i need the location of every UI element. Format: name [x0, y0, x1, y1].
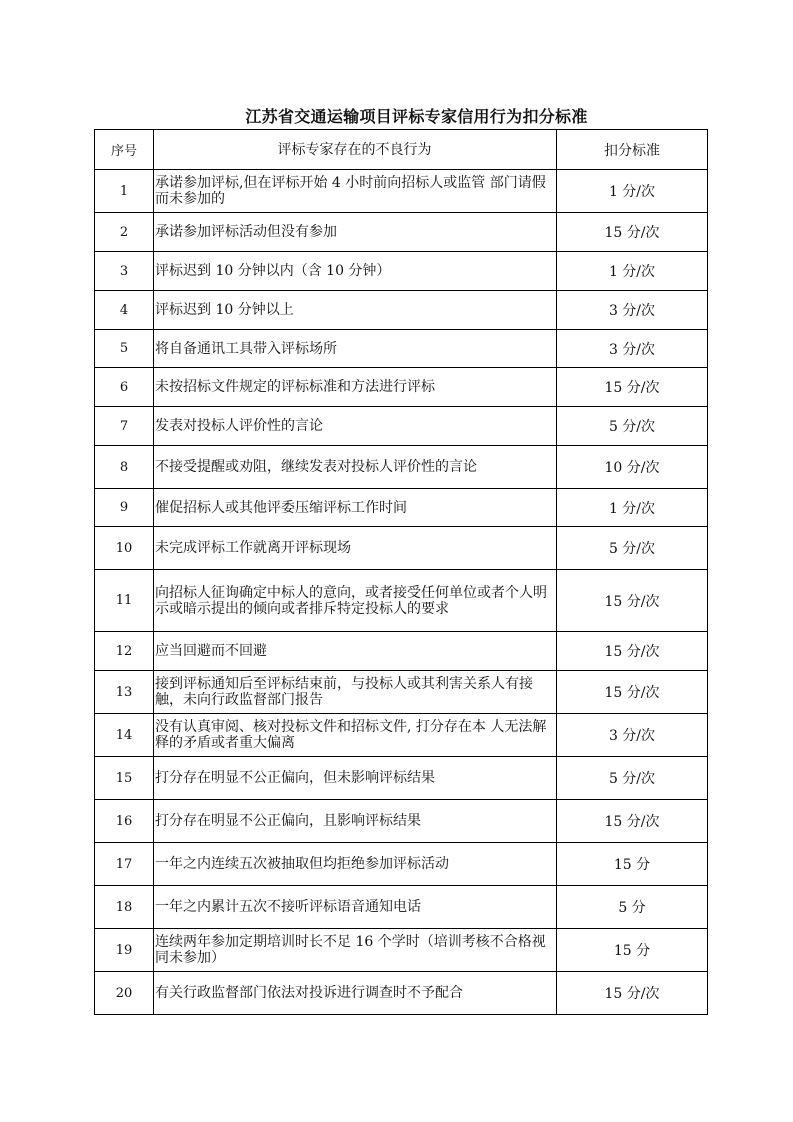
row-behavior: 连续两年参加定期培训时长不足 16 个学时（培训考核不合格视同未参加）: [154, 929, 557, 972]
row-behavior: 评标迟到 10 分钟以上: [154, 291, 557, 330]
row-number: 17: [95, 843, 154, 886]
row-number: 18: [95, 886, 154, 929]
row-number: 16: [95, 800, 154, 843]
row-penalty: 5 分: [557, 886, 708, 929]
row-penalty: 15 分/次: [557, 632, 708, 671]
table-row: [95, 632, 708, 671]
table-row: [95, 570, 708, 632]
row-number: 20: [95, 972, 154, 1015]
document-title: 江苏省交通运输项目评标专家信用行为扣分标准: [245, 107, 588, 126]
header-misconduct: 评标专家存在的不良行为: [154, 130, 557, 170]
row-behavior: 不接受提醒或劝阻，继续发表对投标人评价性的言论: [154, 446, 557, 489]
row-number: 1: [95, 170, 154, 213]
table-row: [95, 489, 708, 527]
row-penalty: 5 分/次: [557, 407, 708, 446]
row-behavior: 打分存在明显不公正偏向，且影响评标结果: [154, 800, 557, 843]
row-behavior: 有关行政监督部门依法对投诉进行调查时不予配合: [154, 972, 557, 1015]
row-penalty: 15 分/次: [557, 800, 708, 843]
table-row: [95, 213, 708, 252]
row-behavior: 承诺参加评标,但在评标开始 4 小时前向招标人或监管 部门请假而未参加的: [154, 170, 557, 213]
row-behavior: 一年之内累计五次不接听评标语音通知电话: [154, 886, 557, 929]
table-row: [95, 800, 708, 843]
row-number: 7: [95, 407, 154, 446]
row-number: 14: [95, 714, 154, 757]
table-row: [95, 972, 708, 1015]
row-behavior: 未完成评标工作就离开评标现场: [154, 527, 557, 570]
table-row: [95, 671, 708, 714]
row-behavior: 发表对投标人评价性的言论: [154, 407, 557, 446]
row-penalty: 15 分/次: [557, 972, 708, 1015]
row-number: 19: [95, 929, 154, 972]
row-number: 15: [95, 757, 154, 800]
row-number: 11: [95, 570, 154, 632]
row-penalty: 5 分/次: [557, 527, 708, 570]
row-penalty: 15 分: [557, 843, 708, 886]
table-row: [95, 407, 708, 446]
row-number: 13: [95, 671, 154, 714]
row-penalty: 5 分/次: [557, 757, 708, 800]
table-row: [95, 843, 708, 886]
table-row: [95, 527, 708, 570]
row-penalty: 15 分/次: [557, 368, 708, 407]
row-penalty: 15 分/次: [557, 213, 708, 252]
row-behavior: 向招标人征询确定中标人的意向，或者接受任何单位或者个人明示或暗示提出的倾向或者排斥特定投标人的要求: [154, 570, 557, 632]
row-behavior: 没有认真审阅、核对投标文件和招标文件, 打分存在本 人无法解释的矛盾或者重大偏离: [154, 714, 557, 757]
table-row: [95, 929, 708, 972]
row-number: 8: [95, 446, 154, 489]
row-penalty: 1 分/次: [557, 252, 708, 291]
row-behavior: 应当回避而不回避: [154, 632, 557, 671]
table-row: [95, 714, 708, 757]
table-header-row: [95, 130, 708, 170]
row-behavior: 未按招标文件规定的评标标准和方法进行评标: [154, 368, 557, 407]
row-number: 2: [95, 213, 154, 252]
row-number: 10: [95, 527, 154, 570]
table-row: [95, 291, 708, 330]
table-row: [95, 446, 708, 489]
row-number: 12: [95, 632, 154, 671]
row-behavior: 催促招标人或其他评委压缩评标工作时间: [154, 489, 557, 527]
table-row: [95, 330, 708, 368]
row-penalty: 1 分/次: [557, 489, 708, 527]
row-penalty: 3 分/次: [557, 330, 708, 368]
row-number: 5: [95, 330, 154, 368]
row-number: 6: [95, 368, 154, 407]
header-serial-number: 序号: [95, 130, 154, 170]
row-penalty: 3 分/次: [557, 291, 708, 330]
row-penalty: 15 分/次: [557, 671, 708, 714]
row-behavior: 接到评标通知后至评标结束前，与投标人或其利害关系人有接触，未向行政监督部门报告: [154, 671, 557, 714]
row-penalty: 3 分/次: [557, 714, 708, 757]
row-number: 9: [95, 489, 154, 527]
table-row: [95, 170, 708, 213]
row-penalty: 15 分: [557, 929, 708, 972]
row-penalty: 15 分/次: [557, 570, 708, 632]
row-behavior: 打分存在明显不公正偏向，但未影响评标结果: [154, 757, 557, 800]
table-row: [95, 252, 708, 291]
row-number: 3: [95, 252, 154, 291]
table-row: [95, 368, 708, 407]
row-behavior: 一年之内连续五次被抽取但均拒绝参加评标活动: [154, 843, 557, 886]
row-penalty: 10 分/次: [557, 446, 708, 489]
header-penalty: 扣分标准: [557, 130, 708, 170]
table-row: [95, 757, 708, 800]
row-behavior: 评标迟到 10 分钟以内（含 10 分钟）: [154, 252, 557, 291]
row-behavior: 将自备通讯工具带入评标场所: [154, 330, 557, 368]
table-row: [95, 886, 708, 929]
penalty-table: [94, 129, 708, 1015]
row-number: 4: [95, 291, 154, 330]
row-penalty: 1 分/次: [557, 170, 708, 213]
row-behavior: 承诺参加评标活动但没有参加: [154, 213, 557, 252]
